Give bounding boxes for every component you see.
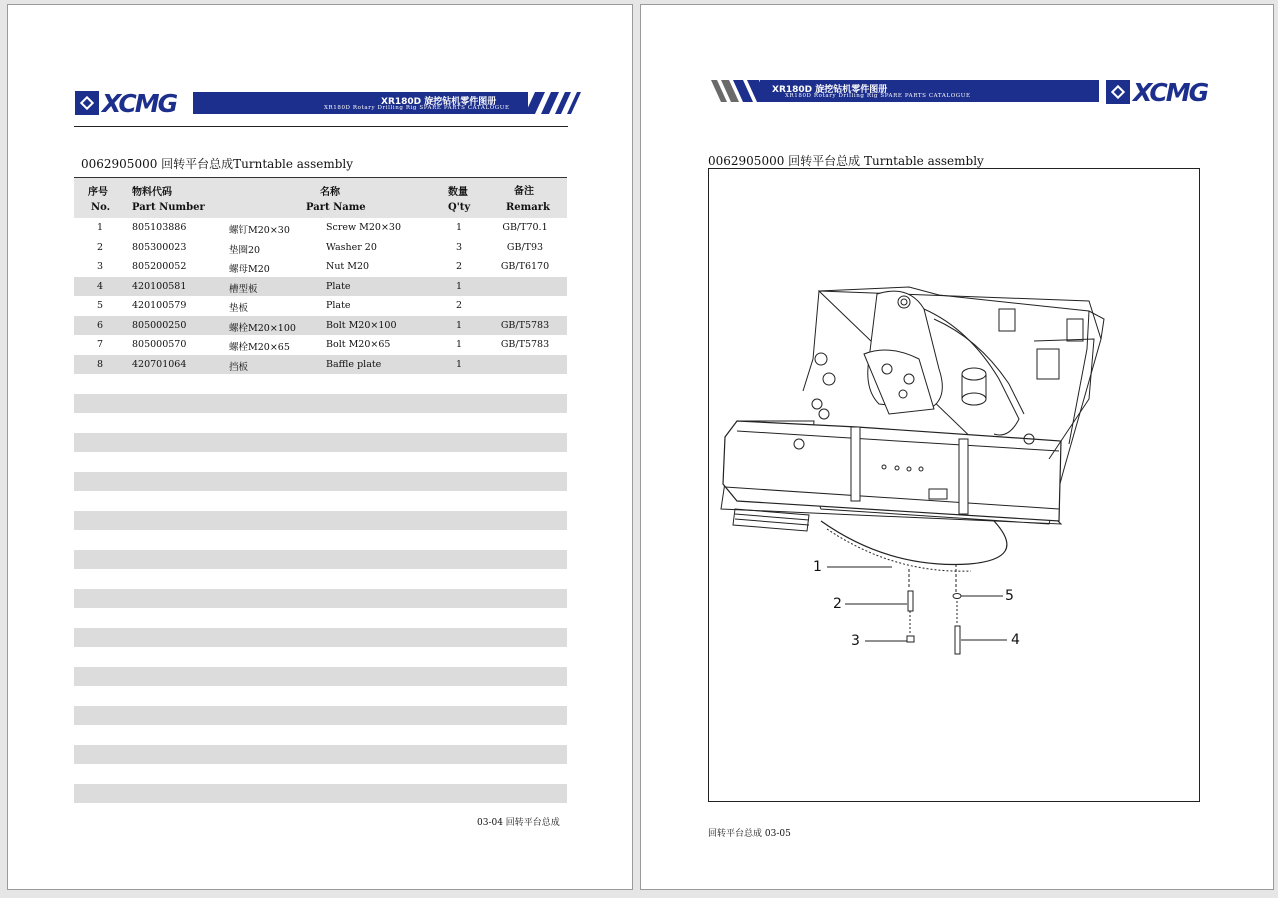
- cell-no: 1: [96, 222, 104, 233]
- cell-remark: GB/T6170: [500, 261, 550, 272]
- table-row-empty: [74, 608, 567, 628]
- page-footer: 回转平台总成 03-05: [708, 829, 791, 839]
- cell-qty: 1: [455, 222, 463, 233]
- banner-title-en: XR180D Rotary Drilling Rig SPARE PARTS CATALOGUE: [785, 93, 971, 99]
- cell-part-number: 805103886: [132, 222, 187, 233]
- cell-qty: 1: [455, 319, 463, 331]
- col-name-en: Part Name: [306, 202, 366, 213]
- table-row: [74, 335, 567, 355]
- table-row-empty: [74, 491, 567, 511]
- table-row-empty: [74, 725, 567, 745]
- table-row-empty: [74, 511, 567, 531]
- table-row-empty: [74, 472, 567, 492]
- col-qty-en: Q'ty: [448, 202, 471, 213]
- cell-no: 8: [96, 358, 104, 370]
- section-title: 0062905000 回转平台总成Turntable assembly: [81, 157, 354, 171]
- table-row-empty: [74, 647, 567, 667]
- cell-remark: GB/T5783: [500, 339, 550, 350]
- cell-part-number: 805000250: [132, 319, 187, 331]
- cell-part-number: 420701064: [132, 358, 187, 370]
- cell-remark: GB/T70.1: [502, 222, 548, 233]
- table-body: [74, 218, 567, 803]
- logo-text: XCMG: [1133, 78, 1208, 107]
- table-row-empty: [74, 550, 567, 570]
- cell-name-en: Plate: [326, 300, 351, 311]
- cell-name-cn: 螺母M20: [229, 264, 270, 275]
- page-footer: 03-04 回转平台总成: [477, 818, 560, 828]
- header-banner: [193, 92, 528, 114]
- cell-name-en: Washer 20: [326, 241, 377, 253]
- table-row-empty: [74, 530, 567, 550]
- banner-stripes-icon: [525, 92, 583, 114]
- cell-name-cn: 螺钉M20×30: [229, 225, 290, 236]
- cell-remark: GB/T5783: [500, 319, 550, 331]
- cell-qty: 1: [455, 280, 463, 292]
- table-row: [74, 218, 567, 238]
- banner-stripes-icon: [711, 80, 763, 102]
- table-row-empty: [74, 374, 567, 394]
- callout-4: 4: [1011, 632, 1020, 648]
- cell-qty: 3: [455, 241, 463, 253]
- cell-part-number: 805200052: [132, 261, 187, 272]
- table-row: [74, 296, 567, 316]
- cell-name-cn: 挡板: [229, 361, 249, 373]
- catalogue-page-right: [640, 4, 1274, 890]
- table-row-empty: [74, 413, 567, 433]
- parts-table: [74, 177, 567, 803]
- cell-qty: 1: [455, 358, 463, 370]
- banner-title-cn: XR180D 旋挖钻机零件图册: [381, 97, 497, 107]
- col-name-cn: 名称: [320, 187, 340, 198]
- banner-title-cn: XR180D 旋挖钻机零件图册: [772, 85, 888, 95]
- table-row-empty: [74, 667, 567, 687]
- table-row-empty: [74, 628, 567, 648]
- col-pn-en: Part Number: [132, 202, 205, 213]
- callout-3: 3: [851, 633, 860, 649]
- cell-no: 5: [96, 300, 104, 311]
- col-pn-cn: 物料代码: [132, 187, 172, 198]
- cell-name-cn: 垫板: [229, 303, 249, 314]
- xcmg-diamond-icon: [1106, 80, 1130, 104]
- table-row-empty: [74, 784, 567, 804]
- catalogue-page-left: [7, 4, 633, 890]
- cell-part-number: 805000570: [132, 339, 187, 350]
- cell-no: 2: [96, 241, 104, 253]
- table-row-empty: [74, 706, 567, 726]
- table-row-empty: [74, 452, 567, 472]
- logo-text: XCMG: [102, 89, 177, 118]
- exploded-drawing: [708, 168, 1200, 802]
- cell-name-cn: 槽型板: [229, 283, 258, 295]
- callout-5: 5: [1005, 588, 1014, 604]
- turntable-drawing: [709, 169, 1199, 801]
- table-header: [74, 177, 567, 218]
- cell-name-cn: 垫圈20: [229, 244, 261, 256]
- col-qty-cn: 数量: [448, 187, 468, 198]
- cell-name-en: Plate: [326, 280, 351, 292]
- cell-qty: 2: [455, 300, 463, 311]
- cell-name-en: Bolt M20×65: [326, 339, 391, 350]
- cell-name-cn: 螺栓M20×100: [229, 322, 296, 334]
- col-no-en: No.: [91, 202, 111, 213]
- header-rule: [74, 126, 568, 127]
- table-row-empty: [74, 569, 567, 589]
- table-row-empty: [74, 686, 567, 706]
- cell-name-cn: 螺栓M20×65: [229, 342, 290, 353]
- callout-1: 1: [813, 559, 822, 575]
- table-row-empty: [74, 433, 567, 453]
- cell-qty: 2: [455, 261, 463, 272]
- section-title: 0062905000 回转平台总成 Turntable assembly: [708, 154, 984, 168]
- cell-part-number: 420100581: [132, 280, 187, 292]
- col-no-cn: 序号: [88, 187, 108, 198]
- cell-name-en: Baffle plate: [326, 358, 382, 370]
- cell-name-en: Nut M20: [326, 261, 370, 272]
- col-remark-en: Remark: [506, 202, 550, 213]
- table-row: [74, 355, 567, 375]
- cell-name-en: Screw M20×30: [326, 222, 402, 233]
- cell-no: 7: [96, 339, 104, 350]
- cell-part-number: 805300023: [132, 241, 187, 253]
- cell-no: 4: [96, 280, 104, 292]
- table-row: [74, 238, 567, 258]
- cell-no: 3: [96, 261, 104, 272]
- banner-title-en: XR180D Rotary Drilling Rig SPARE PARTS CATALOGUE: [324, 105, 510, 111]
- cell-remark: GB/T93: [506, 241, 544, 253]
- table-row: [74, 316, 567, 336]
- xcmg-diamond-icon: [75, 91, 99, 115]
- cell-no: 6: [96, 319, 104, 331]
- header-banner: [760, 80, 1099, 102]
- table-row-empty: [74, 589, 567, 609]
- callout-2: 2: [833, 596, 842, 612]
- cell-qty: 1: [455, 339, 463, 350]
- table-row-empty: [74, 394, 567, 414]
- cell-part-number: 420100579: [132, 300, 187, 311]
- col-remark-cn: 备注: [514, 186, 534, 197]
- table-row-empty: [74, 764, 567, 784]
- table-row: [74, 257, 567, 277]
- cell-name-en: Bolt M20×100: [326, 319, 397, 331]
- table-row: [74, 277, 567, 297]
- table-row-empty: [74, 745, 567, 765]
